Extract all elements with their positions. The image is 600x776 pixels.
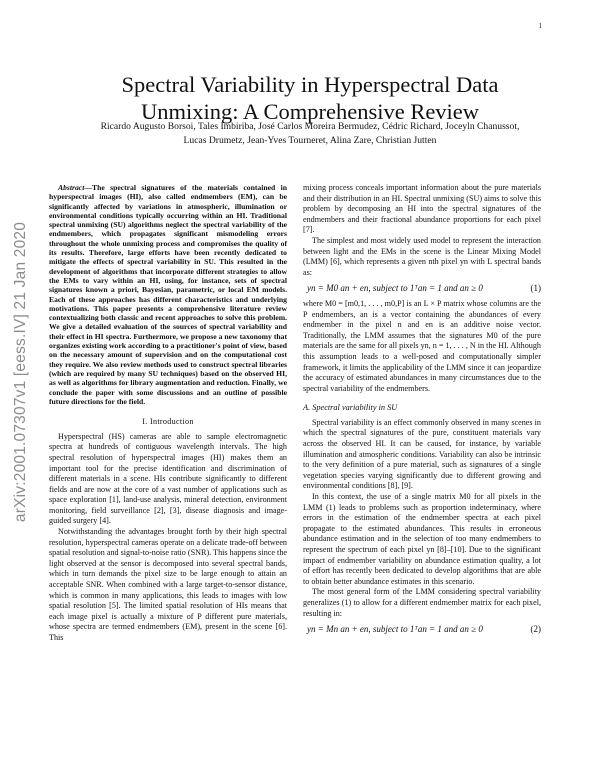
author-line-1: Ricardo Augusto Borsoi, Tales Imbiriba, José Carlos Moreira Bermudez, Cédric Richard, Joceyln Chanussot, <box>100 121 520 132</box>
arxiv-identifier-stamp <box>10 168 32 576</box>
author-list <box>50 120 570 148</box>
abstract-label: Abstract <box>58 183 85 192</box>
subsection-heading-spectral-variability: A. Spectral variability in SU <box>303 403 398 413</box>
intro-paragraph: Notwithstanding the advantages brought forth by their high spectral resolution, hyperspectral cameras operate on a delicate trade-off between spatial resolution and signal-to-noise ratio (SNR). This happens since the light observed at the sensor is decomposed into several spectral bands, which in turn demands the pixel size to be large enough to attain an acceptable SNR. When combined with a large target-to-sensor distance, which is common in many applications, this leads to images with low spatial resolution [5]. The limited spatial resolution of HIs means that each image pixel is actually a mixture of P different pure materials, whose spectra are termed endmembers (EM), present in the scene [6]. This <box>49 527 287 642</box>
equation-1-body: yn = M0 an + en, subject to 1ᵀan = 1 and an ≥ 0 <box>307 283 483 294</box>
equation-2-number: (2) <box>530 624 541 635</box>
author-line-2: Lucas Drumetz, Jean-Yves Tourneret, Alina Zare, Christian Jutten <box>183 135 437 146</box>
body-paragraph: The most general form of the LMM considering spectral variability generalizes (1) to allow for a different endmember matrix for each pixel, resulting in: <box>303 587 541 618</box>
equation-1-number: (1) <box>530 283 541 294</box>
body-paragraph: The simplest and most widely used model to represent the interaction between light and the EMs in the scene is the Linear Mixing Model (LMM) [6], which represents a given nth pixel yn with L spectral bands as: <box>303 235 541 277</box>
equation-2 <box>303 624 541 635</box>
arxiv-stamp-text: arXiv:2001.07307v1 [eess.IV] 21 Jan 2020 <box>12 221 29 523</box>
body-paragraph: Spectral variability is an effect commonly observed in many scenes in which the spectral signatures of the pure, constituent materials vary across the observed HI. It can be caused, for instance, by variable illumination and atmospheric conditions. Variability can also be intrinsic to the very definition of a pure material, such as signatures of a single vegetation species varying significantly due to different growing and environmental conditions [8], [9]. <box>303 417 541 491</box>
page-number: 1 <box>538 22 542 30</box>
equation-2-body: yn = Mn an + en, subject to 1ᵀan = 1 and an ≥ 0 <box>307 624 483 635</box>
section-heading-introduction: I. Introduction <box>142 417 194 427</box>
abstract-text: —The spectral signatures of the materials contained in hyperspectral images (HI), also called endmembers (EM), can be significantly affected by variations in atmospheric, illumination or environmental conditions typically occurring within an HI. Traditional spectral unmixing (SU) algorithms neglect the spectral variability of the endmembers, which propagates significant mismodeling errors throughout the whole unmixing process and compromises the quality of its results. Therefore, large efforts have been recently dedicated to mitigate the effects of spectral variability in SU. This resulted in the development of algorithms that incorporate different strategies to allow the EMs to vary within an HI, using, for instance, sets of spectral signatures known a priori, Bayesian, parametric, or local EM models. Each of these approaches has different characteristics and underlying motivations. This paper presents a comprehensive literature review contextualizing both classic and recent approaches to solve this problem. We give a detailed evaluation of the sources of spectral variability and their effect in HI spectra. Furthermore, we propose a new taxonomy that organizes existing work according to a practitioner's point of view, based on the necessary amount of supervision and on the computational cost they require. We also review methods used to construct spectral libraries (which are required by many SU techniques) based on the observed HI, as well as algorithms for library augmentation and reduction. Finally, we conclude the paper with some discussions and an outline of possible future directions for the field. <box>49 183 287 406</box>
title-line-1: Spectral Variability in Hyperspectral Data <box>121 72 499 98</box>
abstract <box>49 183 287 406</box>
paper-title <box>50 71 570 125</box>
right-column <box>303 183 541 640</box>
title-line-2: Unmixing: A Comprehensive Review <box>140 99 480 125</box>
left-column <box>49 183 287 644</box>
intro-paragraph: Hyperspectral (HS) cameras are able to sample electromagnetic spectra at hundreds of contiguous wavelength intervals. The high spectral resolution of hyperspectral images (HI) makes them an important tool for the precise identification and discrimination of different materials in a scene. HIs contribute significantly to different fields and are now at the core of a vast number of applications such as space exploration [1], land-use analysis, mineral detection, environment monitoring, field surveillance [2], [3], disease diagnosis and image-guided surgery [4]. <box>49 431 287 526</box>
body-paragraph: mixing process conceals important information about the pure materials and their distribution in an HI. Spectral unmixing (SU) aims to solve this problem by decomposing an HI into the spectral signatures of the endmembers and their fractional abundance proportions for each pixel [7]. <box>303 183 541 235</box>
body-paragraph: where M0 = [m0,1, . . . , m0,P] is an L × P matrix whose columns are the P endmembers, an is a vector containing the abundances of every endmember in the pixel n and en is an additive noise vector. Traditionally, the LMM assumes that the signatures M0 of the pure materials are the same for all pixels yn, n = 1, . . . , N in the HI. Although this assumption leads to a well-posed and computationally simpler framework, it limits the applicability of the LMM since it can jeopardize the accuracy of estimated abundances in many circumstances due to the spectral variability of the endmembers. <box>303 298 541 393</box>
body-paragraph: In this context, the use of a single matrix M0 for all pixels in the LMM (1) leads to problems such as proportion indeterminacy, where errors in the estimation of the endmember spectra at each pixel propagate to the estimated abundances. This results in erroneous abundance estimation and in the selection of too many endmembers to represent the spectrum of each pixel yn [8]–[10]. Due to the significant impact of endmember variability on abundance estimation quality, a lot of effort has recently been dedicated to develop algorithms that are able to obtain better abundance estimates in this scenario. <box>303 492 541 586</box>
equation-1 <box>303 283 541 294</box>
